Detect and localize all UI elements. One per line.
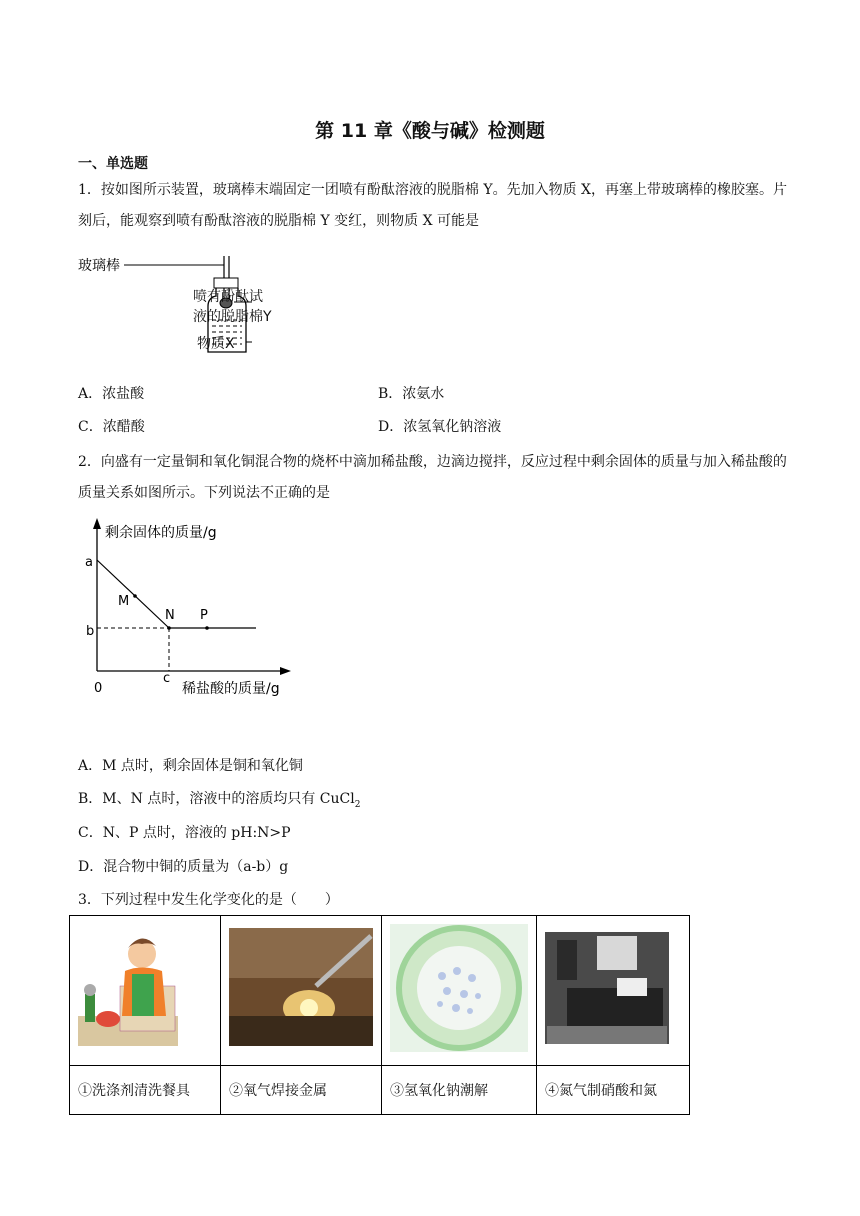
q2-option-b xyxy=(78,788,360,810)
x-axis-label: 稀盐酸的质量/g xyxy=(182,681,280,697)
x-mark-c: c xyxy=(163,671,171,686)
q3-cell-3: ③氢氧化钠潮解 xyxy=(382,1066,537,1115)
y-mark-b: b xyxy=(86,624,95,639)
q1-stem: 1．按如图所示装置，玻璃棒末端固定一团喷有酚酞溶液的脱脂棉 Y。先加入物质 X，再塞上带玻璃棒的橡胶塞。片刻后，能观察到喷有酚酞溶液的脱脂棉 Y 变红，则物质 X 可能是 xyxy=(78,182,788,229)
q1-option-c: C．浓醋酸 xyxy=(78,419,145,435)
point-p xyxy=(205,626,209,630)
factory-picture xyxy=(537,916,689,1061)
cotton-label-line-1: 喷有酚酞试 xyxy=(193,289,263,305)
q3-cell-4: ④氮气制硝酸和氮 xyxy=(537,1066,690,1115)
y-axis-arrow xyxy=(93,518,101,529)
point-m-label: M xyxy=(118,594,130,609)
point-m xyxy=(133,594,137,598)
q3-image-cell-2 xyxy=(221,916,382,1066)
q2-stem: 2．向盛有一定量铜和氧化铜混合物的烧杯中滴加稀盐酸，边滴边搅拌，反应过程中剩余固体的质量与加入稀盐酸的质量关系如图所示。下列说法不正确的是 xyxy=(78,454,787,501)
q2-option-d: D．混合物中铜的质量为（a-b）g xyxy=(78,859,289,875)
point-n xyxy=(167,626,171,630)
series-line-decline xyxy=(97,560,169,628)
q1-option-b: B．浓氨水 xyxy=(378,386,445,402)
q2-option-c: C．N、P 点时，溶液的 pH:N>P xyxy=(78,825,291,841)
page-title: 第 11 章《酸与碱》检测题 xyxy=(315,120,545,142)
q2-option-b-text: B．M、N 点时，溶液中的溶质均只有 CuCl xyxy=(78,791,355,807)
rod-label: 玻璃棒 xyxy=(78,258,120,274)
cotton-label-line-2: 液的脱脂棉Y xyxy=(193,309,272,325)
point-p-label: P xyxy=(200,608,208,623)
q3-image-cell-4 xyxy=(537,916,690,1066)
q3-image-cell-3 xyxy=(382,916,537,1066)
sodium-hydroxide-picture xyxy=(382,916,536,1061)
welding-picture xyxy=(221,916,381,1061)
washing-dishes-picture xyxy=(70,916,220,1061)
y-mark-a: a xyxy=(85,555,93,570)
section-heading: 一、单选题 xyxy=(78,156,148,172)
q3-cell-1: ①洗涤剂清洗餐具 xyxy=(70,1066,221,1115)
mass-chart xyxy=(78,515,308,705)
q3-cell-2: ②氧气焊接金属 xyxy=(221,1066,382,1115)
q1-option-a: A．浓盐酸 xyxy=(78,386,145,402)
substance-label: 物质X xyxy=(197,336,235,352)
q3-table xyxy=(69,915,690,1115)
q2-option-b-subscript: 2 xyxy=(354,799,361,810)
q1-option-d: D．浓氢氧化钠溶液 xyxy=(378,419,502,435)
q3-stem: 3．下列过程中发生化学变化的是（ ） xyxy=(78,892,339,908)
y-axis-label: 剩余固体的质量/g xyxy=(105,525,217,541)
q2-option-a: A．M 点时，剩余固体是铜和氧化铜 xyxy=(78,758,303,774)
origin-label: 0 xyxy=(94,681,103,696)
point-n-label: N xyxy=(165,608,175,623)
x-axis-arrow xyxy=(280,667,291,675)
q3-image-cell-1 xyxy=(70,916,221,1066)
cotton-label xyxy=(193,287,272,327)
